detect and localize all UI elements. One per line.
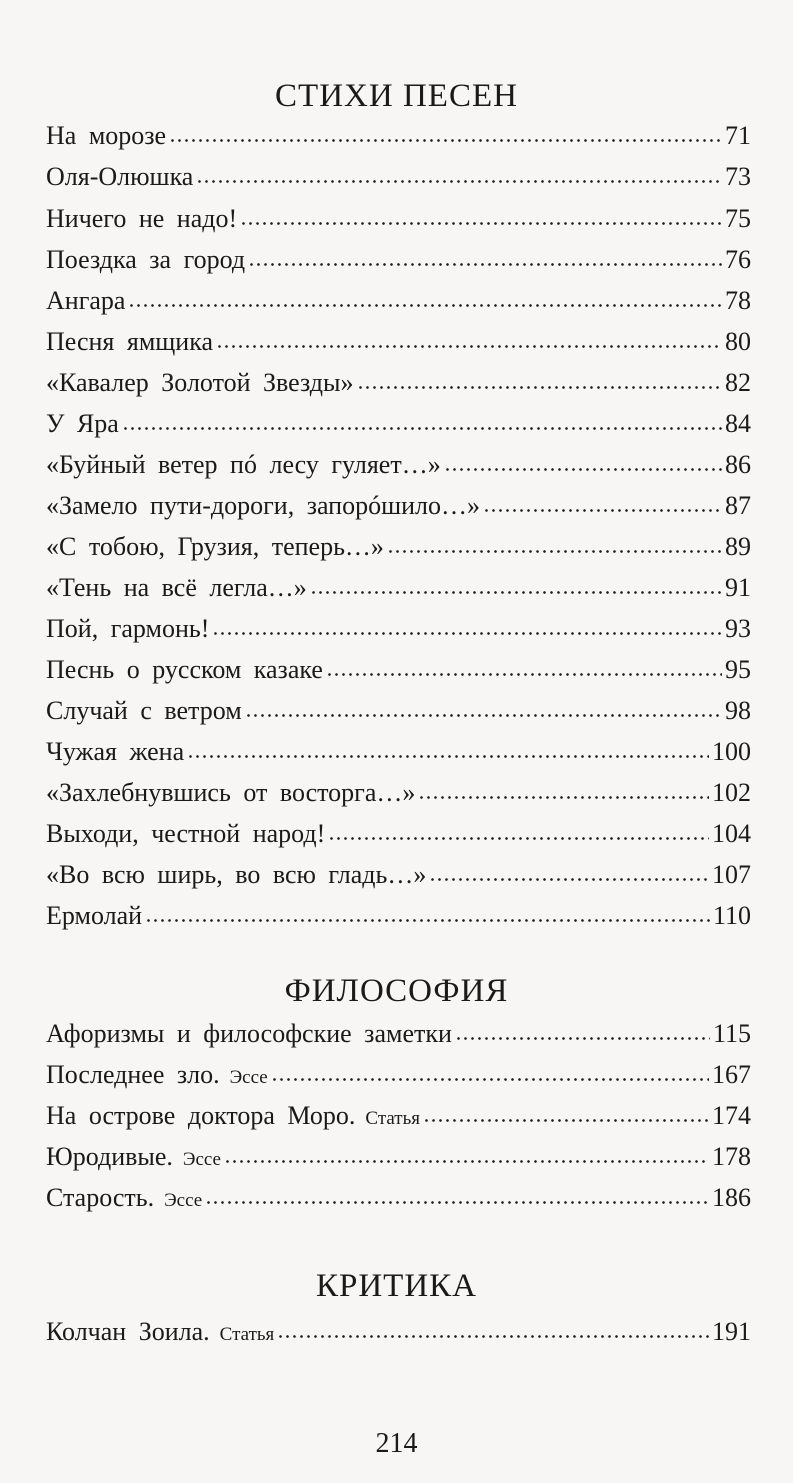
toc-entry (46, 281, 751, 321)
toc-entry (46, 568, 751, 608)
entry-page: 110 (712, 901, 751, 930)
entry-genre: Статья (365, 1108, 421, 1129)
entry-page: 167 (712, 1060, 751, 1089)
entry-page: 89 (725, 532, 751, 561)
entry-genre: Эссе (229, 1067, 268, 1088)
dot-leader (387, 550, 722, 553)
toc-entry (46, 116, 751, 156)
entry-page: 186 (712, 1183, 751, 1212)
entry-title: Песня ямщика (46, 327, 214, 356)
entry-title: На морозе (46, 121, 167, 150)
entry-title: Ангара (46, 286, 126, 315)
entry-title: На острове доктора Моро. (46, 1101, 356, 1130)
entry-title: «Кавалер Золотой Звезды» (46, 368, 354, 397)
dot-leader (277, 1335, 709, 1338)
toc-entry (46, 363, 751, 403)
entry-page: 73 (725, 162, 751, 191)
entry-title: «С тобою, Грузия, теперь…» (46, 532, 384, 561)
toc-entry (46, 855, 751, 895)
section-title-song-lyrics: СТИХИ ПЕСЕН (275, 78, 518, 114)
toc-entry (46, 1178, 751, 1218)
entry-page: 178 (712, 1142, 751, 1171)
entry-title: Ничего не надо! (46, 204, 238, 233)
dot-leader (196, 180, 722, 183)
entry-page: 104 (712, 819, 751, 848)
entry-title: Выходи, честной народ! (46, 819, 326, 848)
toc-entry (46, 691, 751, 731)
entry-page: 98 (725, 696, 751, 725)
entry-page: 95 (725, 655, 751, 684)
toc-entry (46, 322, 751, 362)
toc-entry (46, 1055, 751, 1095)
toc-entry (46, 404, 751, 444)
dot-leader (187, 755, 709, 758)
dot-leader (271, 1078, 709, 1081)
dot-leader (128, 304, 722, 307)
dot-leader (212, 632, 722, 635)
entry-page: 71 (725, 121, 751, 150)
toc-entry (46, 1137, 751, 1177)
dot-leader (240, 222, 722, 225)
entry-title: У Яра (46, 409, 119, 438)
entry-page: 82 (725, 368, 751, 397)
entry-genre: Статья (219, 1324, 275, 1345)
entry-page: 76 (725, 245, 751, 274)
entry-title: Чужая жена (46, 737, 185, 766)
page-number: 214 (375, 1428, 418, 1459)
entry-page: 75 (725, 204, 751, 233)
entry-title: Старость. (46, 1183, 155, 1212)
dot-leader (444, 468, 722, 471)
section-title-philosophy: ФИЛОСОФИЯ (284, 973, 509, 1009)
entry-title: Поездка за город (46, 245, 246, 274)
entry-title: Случай с ветром (46, 696, 242, 725)
dot-leader (205, 1201, 709, 1204)
dot-leader (418, 796, 709, 799)
dot-leader (328, 837, 709, 840)
entry-title: Оля-Олюшка (46, 162, 194, 191)
entry-genre: Эссе (182, 1149, 221, 1170)
dot-leader (122, 427, 722, 430)
toc-entry (46, 814, 751, 854)
entry-title: «Во всю ширь, во всю гладь…» (46, 860, 427, 889)
entry-title: «Захлебнувшись от восторга…» (46, 778, 416, 807)
entry-title: Юродивые. (46, 1142, 173, 1171)
toc-entry (46, 1096, 751, 1136)
entry-page: 87 (725, 491, 751, 520)
dot-leader (455, 1037, 710, 1040)
toc-entry (46, 1014, 751, 1054)
toc-entry (46, 896, 751, 936)
entry-page: 93 (725, 614, 751, 643)
toc-entry (46, 445, 751, 485)
entry-title: Афоризмы и философские заметки (46, 1019, 452, 1048)
entry-page: 174 (712, 1101, 751, 1130)
dot-leader (326, 673, 722, 676)
dot-leader (483, 509, 722, 512)
dot-leader (145, 919, 710, 922)
entry-page: 107 (712, 860, 751, 889)
entry-title: «Тень на всё легла…» (46, 573, 307, 602)
toc-entry (46, 732, 751, 772)
toc-entry (46, 199, 751, 239)
toc-entry (46, 157, 751, 197)
entry-genre: Эссе (164, 1190, 203, 1211)
entry-page: 80 (725, 327, 751, 356)
dot-leader (169, 139, 722, 142)
entry-page: 102 (712, 778, 751, 807)
entry-page: 115 (712, 1019, 751, 1048)
entry-page: 84 (725, 409, 751, 438)
entry-title: «Замело пути-дороги, запорóшило…» (46, 491, 480, 520)
toc-entry (46, 1312, 751, 1352)
entry-page: 86 (725, 450, 751, 479)
entry-title: Последнее зло. (46, 1060, 220, 1089)
dot-leader (429, 878, 709, 881)
dot-leader (310, 591, 722, 594)
dot-leader (423, 1119, 709, 1122)
entry-title: Ермолай (46, 901, 143, 930)
toc-entry (46, 609, 751, 649)
toc-entry (46, 240, 751, 280)
toc-entry (46, 773, 751, 813)
entry-page: 78 (725, 286, 751, 315)
entry-page: 100 (712, 737, 751, 766)
section-title-criticism: КРИТИКА (315, 1268, 478, 1304)
entry-title: Колчан Зоила. (46, 1317, 210, 1346)
dot-leader (245, 714, 722, 717)
toc-entry (46, 486, 751, 526)
dot-leader (357, 386, 722, 389)
dot-leader (224, 1160, 709, 1163)
toc-entry (46, 527, 751, 567)
entry-page: 91 (725, 573, 751, 602)
dot-leader (216, 345, 722, 348)
dot-leader (248, 263, 722, 266)
entry-title: Пой, гармонь! (46, 614, 210, 643)
entry-page: 191 (712, 1317, 751, 1346)
entry-title: «Буйный ветер пó лесу гуляет…» (46, 450, 441, 479)
toc-entry (46, 650, 751, 690)
entry-title: Песнь о русском казаке (46, 655, 323, 684)
